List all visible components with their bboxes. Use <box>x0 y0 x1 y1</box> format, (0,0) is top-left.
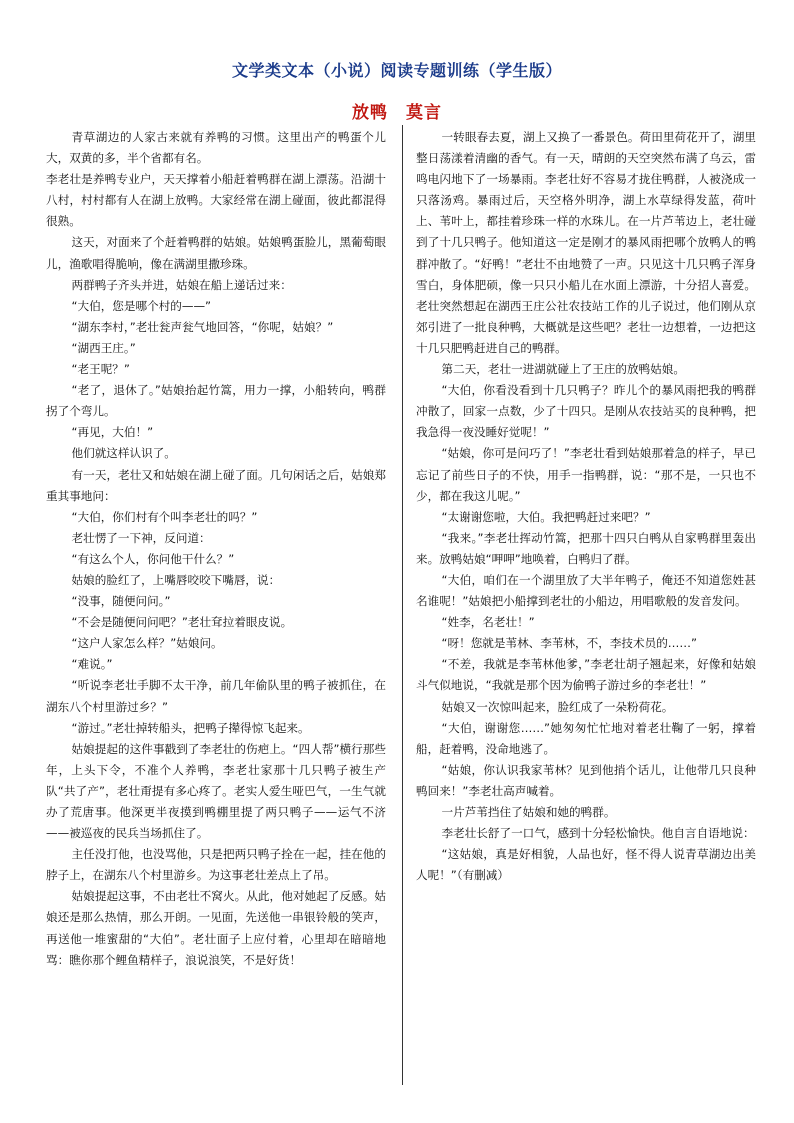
paragraph: “没事，随便问问。” <box>71 594 171 609</box>
paragraph: 一片芦苇挡住了姑娘和她的鸭群。 <box>441 805 616 819</box>
story-title: 放鸭 莫言 <box>352 103 442 123</box>
paragraph: “有这么个人，你问他干什么？” <box>71 551 235 566</box>
paragraph: “姑娘，你认识我家苇林？见到他捎个话儿，让他带几只良种鸭回来！”李老壮高声喊着。 <box>416 762 756 798</box>
column-divider <box>402 125 403 1085</box>
paragraph: “我来。”李老壮挥动竹篙，把那十四只白鸭从自家鸭群里轰出来。放鸭姑娘“呷呷”地唤着，白鸭归了群。 <box>416 530 756 566</box>
paragraph: 姑娘提起的这件事戳到了李老壮的伤疤上。“四人帮”横行那些年，上头下令，不准个人养鸭，李老壮家那十几只鸭子被生产队“共了产”，老壮甭提有多心疼了。老实人爱生哑巴气，一生气就办了荒唐事。他深更半夜摸到鸭棚里提了两只鸭子——运气不济——被巡夜的民兵当场抓住了。 <box>46 741 386 841</box>
paragraph: “大伯，您是哪个村的——” <box>71 298 212 313</box>
paragraph: “太谢谢您啦，大伯。我把鸭赶过来吧？” <box>441 509 651 524</box>
paragraph: 他们就这样认识了。 <box>71 446 176 461</box>
paragraph: “呀！您就是苇林、李苇林，不，李技术员的……” <box>441 636 697 651</box>
paragraph: “游过。”老壮掉转船头，把鸭子撵得惊飞起来。 <box>71 720 310 735</box>
paragraph: 姑娘提起这事，不由老壮不窝火。从此，他对她起了反感。姑娘还是那么热情，那么开朗。一见面，先送他一串银铃般的笑声，再送他一堆蜜甜的“大伯”。老壮面子上应付着，心里却在暗暗地骂：瞧你那个鲤鱼精样子，浪说浪笑，不是好货！ <box>46 889 386 967</box>
paragraph: 这天，对面来了个赶着鸭群的姑娘。姑娘鸭蛋脸儿，黑葡萄眼儿，渔歌唱得脆响，像在满湖里撒珍珠。 <box>46 235 386 271</box>
paragraph: “大伯，咱们在一个湖里放了大半年鸭子，俺还不知道您姓甚名谁呢！”姑娘把小船撑到老壮的小船边，用唱歌般的发音发问。 <box>416 572 756 609</box>
paragraph: “大伯，你看没看到十几只鸭子？昨儿个的暴风雨把我的鸭群冲散了，回家一点数，少了十四只。是刚从农技站买的良种鸭，把我急得一夜没睡好觉呢！” <box>416 383 756 440</box>
paragraph: “湖东李村，”老壮瓮声瓮气地回答，“你呢，姑娘？” <box>71 319 334 334</box>
paragraph: 有一天，老壮又和姑娘在湖上碰了面。几句闲话之后，姑娘郑重其事地问： <box>46 467 386 503</box>
paragraph: “这姑娘，真是好相貌，人品也好，怪不得人说青草湖边出美人呢！”（有删减） <box>416 847 756 883</box>
paragraph: 两群鸭子齐头并进，姑娘在船上递话过来： <box>71 277 292 292</box>
paragraph: 第二天，老壮一进湖就碰上了王庄的放鸭姑娘。 <box>441 362 685 377</box>
paragraph: “大伯，谢谢您……”她匆匆忙忙地对着老壮鞠了一躬，撑着船，赶着鸭，没命地逃了。 <box>416 720 756 756</box>
paragraph: “不差，我就是李苇林他爹，”李老壮胡子翘起来，好像和姑娘斗气似地说，“我就是那个因为偷鸭子游过乡的李老壮！” <box>416 657 756 693</box>
paragraph: “听说李老壮手脚不太干净，前几年偷队里的鸭子被抓住，在湖东八个村里游过乡？” <box>46 678 386 714</box>
paragraph: 老壮愣了一下神，反问道： <box>71 530 211 545</box>
paragraph: 主任没打他，也没骂他，只是把两只鸭子拴在一起，挂在他的脖子上，在湖东八个村里游乡。为这事老壮差点上了吊。 <box>46 847 386 883</box>
paragraph: 青草湖边的人家古来就有养鸭的习惯。这里出产的鸭蛋个儿大，双黄的多，半个省都有名。 <box>46 130 386 166</box>
right-column <box>416 127 756 886</box>
paragraph: 李老壮是养鸭专业户，天天撑着小船赶着鸭群在湖上漂荡。沿湖十八村，村村都有人在湖上放鸭。大家经常在湖上碰面，彼此都混得很熟。 <box>46 172 386 229</box>
paragraph: 姑娘又一次惊叫起来，脸红成了一朵粉荷花。 <box>441 699 674 714</box>
paragraph: “难说。” <box>71 657 113 672</box>
paragraph: 一转眼春去夏，湖上又换了一番景色。荷田里荷花开了，湖里整日荡漾着清幽的香气。有一天，晴朗的天空突然布满了乌云，雷鸣电闪地下了一场暴雨。李老壮好不容易才拢住鸭群，人被浇成一只落汤鸡。暴雨过后，天空格外明净，湖上水草绿得发蓝，荷叶上、苇叶上，都挂着珍珠一样的水珠儿。在一片芦苇边上，老壮碰到了十几只鸭子。他知道这一定是刚才的暴风雨把哪个放鸭人的鸭群冲散了。“好鸭！”老壮不由地赞了一声。只见这十几只鸭子浑身雪白，身体肥硕，像一只只小船儿在水面上漂游，十分招人喜爱。老壮突然想起在湖西王庄公社农技站工作的儿子说过，他们刚从京郊引进了一批良种鸭，大概就是这些吧？老壮一边想着，一边把这十几只肥鸭赶进自己的鸭群。 <box>416 130 756 355</box>
page-header-title: 文学类文本（小说）阅读专题训练（学生版） <box>231 61 562 80</box>
paragraph: “姓李，名老壮！” <box>441 615 535 630</box>
paragraph: “不会是随便问问吧？”老壮耷拉着眼皮说。 <box>71 615 293 630</box>
paragraph: “湖西王庄。” <box>71 340 136 355</box>
paragraph: 李老壮长舒了一口气，感到十分轻松愉快。他自言自语地说： <box>441 826 755 841</box>
paragraph: “老王呢？” <box>71 362 130 377</box>
paragraph: “大伯，你们村有个叫李老壮的吗？” <box>71 509 258 524</box>
left-column <box>46 127 386 971</box>
paragraph: “这户人家怎么样？”姑娘问。 <box>71 636 223 651</box>
paragraph: “姑娘，你可是问巧了！”李老壮看到姑娘那着急的样子，早已忘记了前些日子的不快，用手一指鸭群，说：“那不是，一只也不少，都在我这儿呢。” <box>416 446 756 503</box>
paragraph: “再见，大伯！” <box>71 425 154 440</box>
paragraph: 姑娘的脸红了，上嘴唇咬咬下嘴唇，说： <box>71 572 281 587</box>
paragraph: “老了，退休了。”姑娘抬起竹篙，用力一撑，小船转向，鸭群拐了个弯儿。 <box>46 383 386 419</box>
